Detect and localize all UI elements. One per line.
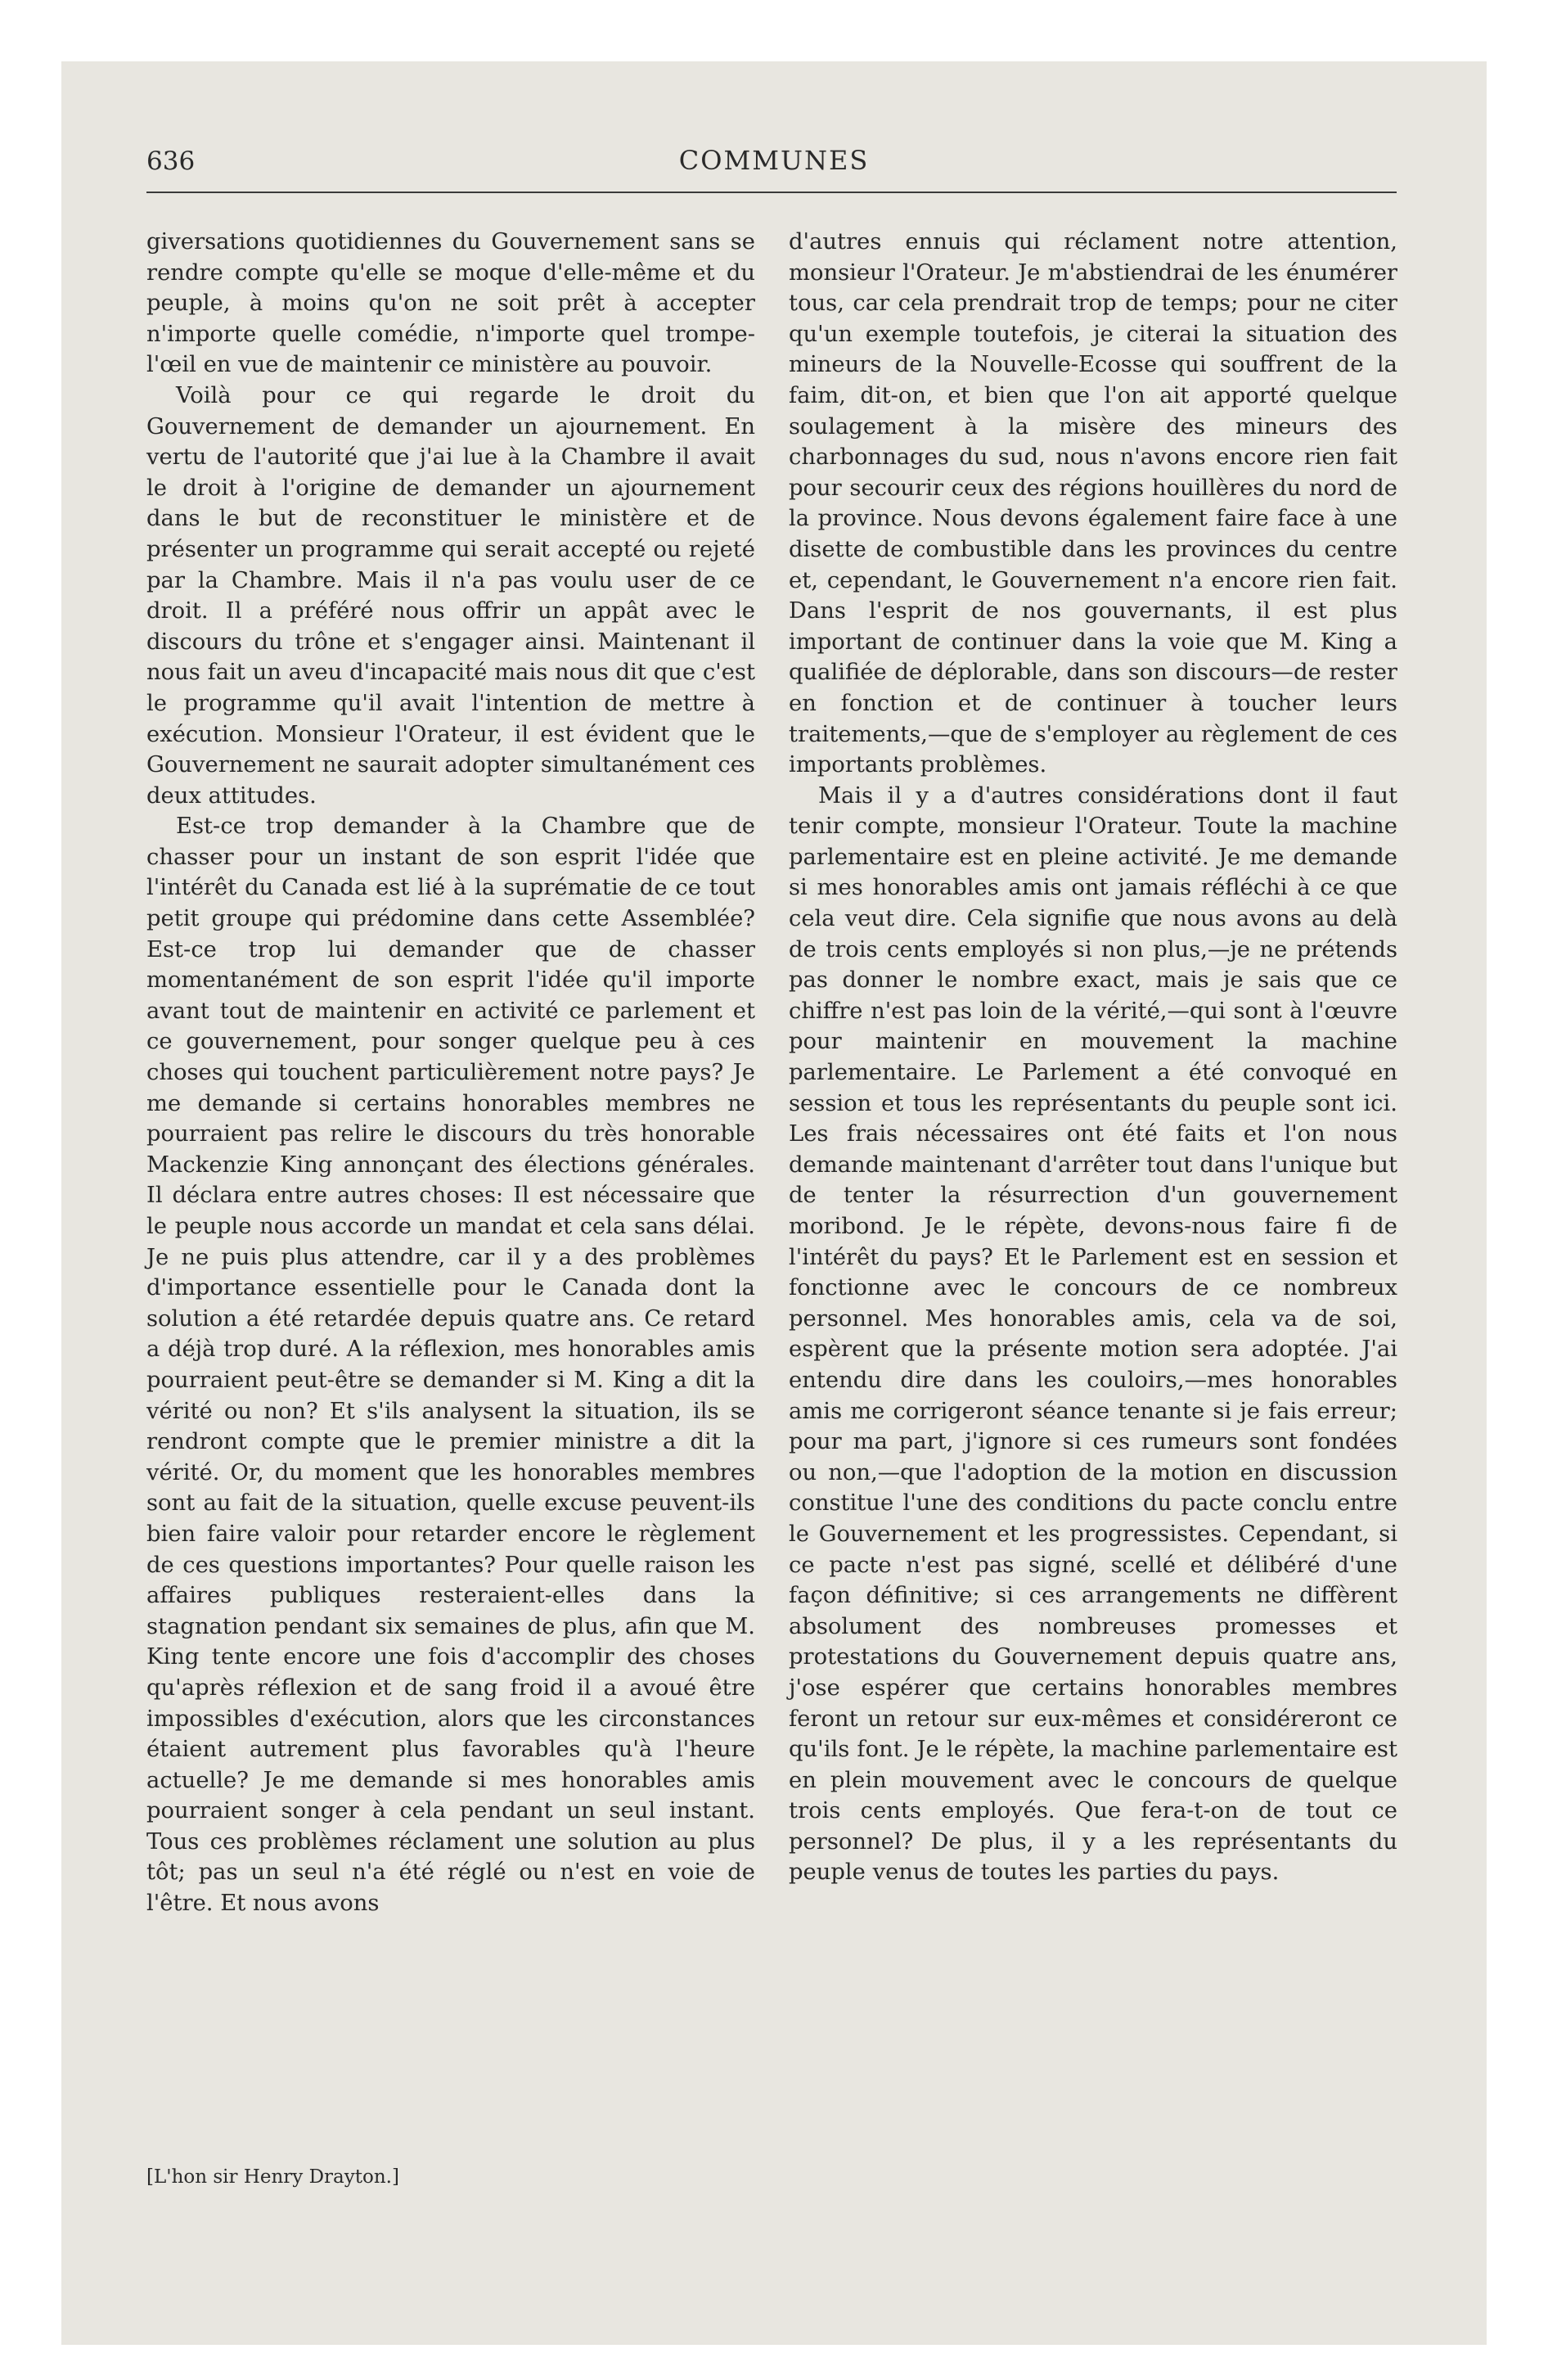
page-number: 636	[146, 146, 196, 176]
paragraph: Voilà pour ce qui regarde le droit du Gouvernement de demander un ajournement. En vertu de l'autorité que j'ai lue à la Chambre il avait le droit à l'origine de demander un ajournement dans le but de reconstituer le ministère et de présenter un programme qui serait accepté ou rejeté par la Chambre. Mais il n'a pas voulu user de ce droit. Il a préféré nous offrir un appât avec le discours du trône et s'engager ainsi. Maintenant il nous fait un aveu d'incapacité mais nous dit que c'est le programme qu'il avait l'intention de mettre à exécution. Monsieur l'Orateur, il est évident que le Gouvernement ne saurait adopter simultanément ces deux attitudes.	[146, 382, 755, 809]
paragraph: d'autres ennuis qui réclament notre attention, monsieur l'Orateur. Je m'abstiendrai de les énumérer tous, car cela prendrait trop de temps; pour ne citer qu'un exemple toutefois, je citerai la situation des mineurs de la Nouvelle-Ecosse qui souffrent de la faim, dit-on, et bien que l'on ait apporté quelque soulagement à la misère des mineurs des charbonnages du sud, nous n'avons encore rien fait pour secourir ceux des régions houillères du nord de la province. Nous devons également faire face à une disette de combustible dans les provinces du centre et, cependant, le Gouvernement n'a encore rien fait. Dans l'esprit de nos gouvernants, il est plus important de continuer dans la voie que M. King a qualifiée de déplorable, dans son discours—de rester en fonction et de continuer à toucher leurs traitements,—que de s'employer au règlement de ces importants problèmes.	[789, 229, 1397, 778]
paragraph: Est-ce trop demander à la Chambre que de chasser pour un instant de son esprit l'idée que l'intérêt du Canada est lié à la suprématie de ce tout petit groupe qui prédomine dans cette Assemblée? Est-ce trop lui demander que de chasser momentanément de son esprit l'idée qu'il importe avant tout de maintenir en activité ce parlement et ce gouvernement, pour songer quelque peu à ces choses qui touchent particulièrement notre pays? Je me demande si certains honorables membres ne pourraient pas relire le discours du très honorable Mackenzie King annonçant des élections générales. Il déclara entre autres choses: Il est nécessaire que le peuple nous accorde un mandat et cela sans délai. Je ne puis plus attendre, car il y a des problèmes d'importance essentielle pour le Canada dont la solution a été retardée depuis quatre ans. Ce retard a déjà trop duré. A la réflexion, mes honorables amis pourraient peut-être se demander si M. King a dit la vérité ou non? Et s'ils analysent la situation, ils se rendront compte que le premier ministre a dit la vérité. Or, du moment que les honorables membres sont au fait de la situation, quelle excuse peuvent-ils bien faire valoir pour retarder encore le règlement de ces questions importantes? Pour quelle raison les affaires publiques resteraient-elles dans la stagnation pendant six semaines de plus, afin que M. King tente encore une fois d'accomplir des choses qu'après réflexion et de sang froid il a avoué être impossibles d'exécution, alors que les circonstances étaient autrement plus favorables qu'à l'heure actuelle? Je me demande si mes honorables amis pourraient songer à cela pendant un seul instant. Tous ces problèmes réclament une solution au plus tôt; pas un seul n'a été réglé ou n'est en voie de l'être. Et nous avons	[146, 814, 755, 1917]
scanned-page	[61, 61, 1487, 2345]
running-head: COMMUNES	[678, 145, 870, 176]
page-header	[61, 61, 1487, 201]
left-column	[146, 227, 755, 1919]
right-column	[789, 227, 1397, 1888]
paragraph: Mais il y a d'autres considérations dont il faut tenir compte, monsieur l'Orateur. Toute la machine parlementaire est en pleine activité. Je me demande si mes honorables amis ont jamais réfléchi à ce que cela veut dire. Cela signifie que nous avons au delà de trois cents employés si non plus,—je ne prétends pas donner le nombre exact, mais je sais que ce chiffre n'est pas loin de la vérité,—qui sont à l'œuvre pour maintenir en mouvement la machine parlementaire. Le Parlement a été convoqué en session et tous les représentants du peuple sont ici. Les frais nécessaires ont été faits et l'on nous demande maintenant d'arrêter tout dans l'unique but de tenter la résurrection d'un gouvernement moribond. Je le répète, devons-nous faire fi de l'intérêt du pays? Et le Parlement est en session et fonctionne avec le concours de ce nombreux personnel. Mes honorables amis, cela va de soi, espèrent que la présente motion sera adoptée. J'ai entendu dire dans les couloirs,—mes honorables amis me corrigeront séance tenante si je fais erreur; pour ma part, j'ignore si ces rumeurs sont fondées ou non,—que l'adoption de la motion en discussion constitue l'une des conditions du pacte conclu entre le Gouvernement et les progressistes. Cependant, si ce pacte n'est pas signé, scellé et délibéré d'une façon définitive; si ces arrangements ne diffèrent absolument des nombreuses promesses et protestations du Gouvernement depuis quatre ans, j'ose espérer que certains honorables membres feront un retour sur eux-mêmes et considéreront ce qu'ils font. Je le répète, la machine parlementaire est en plein mouvement avec le concours de quelque trois cents employés. Que fera-t-on de tout ce personnel? De plus, il y a les représentants du peuple venus de toutes les parties du pays.	[789, 782, 1397, 1886]
speaker-note: [L'hon sir Henry Drayton.]	[146, 2166, 399, 2188]
header-rule	[146, 192, 1397, 193]
paragraph: giversations quotidiennes du Gouvernement sans se rendre compte qu'elle se moque d'elle-même et du peuple, à moins qu'on ne soit prêt à accepter n'importe quelle comédie, n'importe quel trompe-l'œil en vue de maintenir ce ministère au pouvoir.	[146, 229, 755, 378]
